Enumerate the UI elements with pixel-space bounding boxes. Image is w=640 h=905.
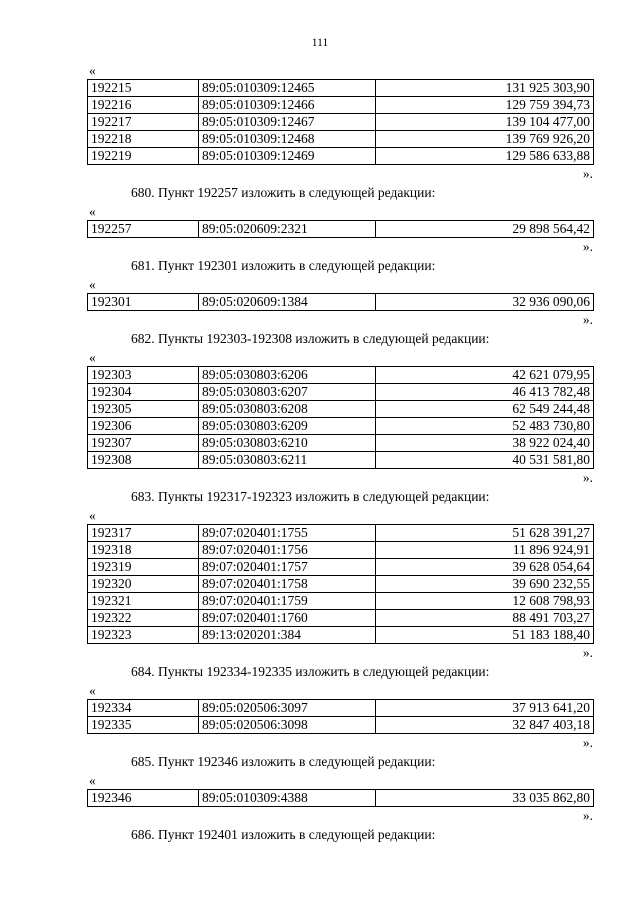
amount-cell: 62 549 244,48: [376, 401, 594, 418]
cadastral-number-cell: 89:07:020401:1755: [199, 525, 376, 542]
amount-cell: 46 413 782,48: [376, 384, 594, 401]
item-number-cell: 192317: [88, 525, 199, 542]
cadastral-number-cell: 89:13:020201:384: [199, 627, 376, 644]
open-quote: «: [89, 277, 96, 292]
amount-cell: 129 759 394,73: [376, 97, 594, 114]
open-quote: «: [89, 683, 96, 698]
close-quote: ».: [582, 239, 593, 254]
item-number-cell: 192322: [88, 610, 199, 627]
amounts-table: [87, 220, 594, 238]
cadastral-number-cell: 89:05:010309:12469: [199, 148, 376, 165]
item-number-cell: 192305: [88, 401, 199, 418]
document-body: [87, 62, 594, 845]
section-heading: 681. Пункт 192301 изложить в следующей редакции:: [131, 258, 436, 273]
section-heading: 684. Пункты 192334-192335 изложить в следующей редакции:: [131, 664, 490, 679]
amount-cell: 39 628 054,64: [376, 559, 594, 576]
cadastral-number-cell: 89:07:020401:1760: [199, 610, 376, 627]
table-row: [88, 700, 594, 717]
cadastral-number-cell: 89:05:010309:12467: [199, 114, 376, 131]
amount-cell: 12 608 798,93: [376, 593, 594, 610]
item-number-cell: 192318: [88, 542, 199, 559]
table-row: [88, 559, 594, 576]
amount-cell: 129 586 633,88: [376, 148, 594, 165]
table-row: [88, 525, 594, 542]
amount-cell: 52 483 730,80: [376, 418, 594, 435]
amount-cell: 29 898 564,42: [376, 221, 594, 238]
table-row: [88, 435, 594, 452]
item-number-cell: 192218: [88, 131, 199, 148]
item-number-cell: 192323: [88, 627, 199, 644]
item-number-cell: 192217: [88, 114, 199, 131]
cadastral-number-cell: 89:05:030803:6207: [199, 384, 376, 401]
cadastral-number-cell: 89:05:030803:6211: [199, 452, 376, 469]
cadastral-number-cell: 89:05:030803:6209: [199, 418, 376, 435]
table-row: [88, 97, 594, 114]
table-row: [88, 576, 594, 593]
table-row: [88, 148, 594, 165]
table-row: [88, 452, 594, 469]
close-quote: ».: [582, 166, 593, 181]
table-row: [88, 418, 594, 435]
item-number-cell: 192334: [88, 700, 199, 717]
cadastral-number-cell: 89:05:010309:12466: [199, 97, 376, 114]
item-number-cell: 192216: [88, 97, 199, 114]
cadastral-number-cell: 89:07:020401:1757: [199, 559, 376, 576]
amount-cell: 88 491 703,27: [376, 610, 594, 627]
open-quote: «: [89, 773, 96, 788]
cadastral-number-cell: 89:05:010309:12468: [199, 131, 376, 148]
item-number-cell: 192308: [88, 452, 199, 469]
table-row: [88, 401, 594, 418]
close-quote: ».: [582, 645, 593, 660]
item-number-cell: 192320: [88, 576, 199, 593]
open-quote: «: [89, 508, 96, 523]
cadastral-number-cell: 89:05:010309:12465: [199, 80, 376, 97]
section-heading: 685. Пункт 192346 изложить в следующей редакции:: [131, 754, 436, 769]
open-quote: «: [89, 350, 96, 365]
amount-cell: 51 628 391,27: [376, 525, 594, 542]
close-quote: ».: [582, 808, 593, 823]
amount-cell: 39 690 232,55: [376, 576, 594, 593]
table-row: [88, 221, 594, 238]
amount-cell: 131 925 303,90: [376, 80, 594, 97]
amount-cell: 38 922 024,40: [376, 435, 594, 452]
table-row: [88, 294, 594, 311]
amounts-table: [87, 366, 594, 469]
open-quote: «: [89, 204, 96, 219]
amount-cell: 32 936 090,06: [376, 294, 594, 311]
item-number-cell: 192303: [88, 367, 199, 384]
amount-cell: 139 104 477,00: [376, 114, 594, 131]
item-number-cell: 192257: [88, 221, 199, 238]
cadastral-number-cell: 89:05:020506:3098: [199, 717, 376, 734]
item-number-cell: 192335: [88, 717, 199, 734]
close-quote: ».: [582, 312, 593, 327]
amount-cell: 42 621 079,95: [376, 367, 594, 384]
amounts-table: [87, 293, 594, 311]
table-row: [88, 367, 594, 384]
item-number-cell: 192219: [88, 148, 199, 165]
section-heading: 683. Пункты 192317-192323 изложить в следующей редакции:: [131, 489, 490, 504]
close-quote: ».: [582, 735, 593, 750]
amount-cell: 51 183 188,40: [376, 627, 594, 644]
table-row: [88, 593, 594, 610]
amount-cell: 139 769 926,20: [376, 131, 594, 148]
item-number-cell: 192321: [88, 593, 199, 610]
cadastral-number-cell: 89:05:030803:6210: [199, 435, 376, 452]
item-number-cell: 192215: [88, 80, 199, 97]
section-heading: 686. Пункт 192401 изложить в следующей редакции:: [131, 827, 436, 842]
cadastral-number-cell: 89:05:020609:1384: [199, 294, 376, 311]
table-row: [88, 790, 594, 807]
section-heading: 682. Пункты 192303-192308 изложить в следующей редакции:: [131, 331, 490, 346]
table-row: [88, 717, 594, 734]
amounts-table: [87, 524, 594, 644]
open-quote: «: [89, 63, 96, 78]
amount-cell: 32 847 403,18: [376, 717, 594, 734]
cadastral-number-cell: 89:07:020401:1759: [199, 593, 376, 610]
cadastral-number-cell: 89:05:030803:6206: [199, 367, 376, 384]
amounts-table: [87, 79, 594, 165]
amount-cell: 33 035 862,80: [376, 790, 594, 807]
cadastral-number-cell: 89:05:020506:3097: [199, 700, 376, 717]
item-number-cell: 192301: [88, 294, 199, 311]
section-heading: 680. Пункт 192257 изложить в следующей редакции:: [131, 185, 436, 200]
amount-cell: 40 531 581,80: [376, 452, 594, 469]
table-row: [88, 114, 594, 131]
amount-cell: 37 913 641,20: [376, 700, 594, 717]
table-row: [88, 384, 594, 401]
table-row: [88, 80, 594, 97]
amounts-table: [87, 789, 594, 807]
page-number: 111: [311, 37, 329, 49]
cadastral-number-cell: 89:05:020609:2321: [199, 221, 376, 238]
item-number-cell: 192306: [88, 418, 199, 435]
table-row: [88, 542, 594, 559]
table-row: [88, 610, 594, 627]
amount-cell: 11 896 924,91: [376, 542, 594, 559]
cadastral-number-cell: 89:07:020401:1758: [199, 576, 376, 593]
cadastral-number-cell: 89:07:020401:1756: [199, 542, 376, 559]
item-number-cell: 192304: [88, 384, 199, 401]
item-number-cell: 192307: [88, 435, 199, 452]
cadastral-number-cell: 89:05:030803:6208: [199, 401, 376, 418]
table-row: [88, 131, 594, 148]
item-number-cell: 192319: [88, 559, 199, 576]
item-number-cell: 192346: [88, 790, 199, 807]
cadastral-number-cell: 89:05:010309:4388: [199, 790, 376, 807]
close-quote: ».: [582, 470, 593, 485]
amounts-table: [87, 699, 594, 734]
table-row: [88, 627, 594, 644]
